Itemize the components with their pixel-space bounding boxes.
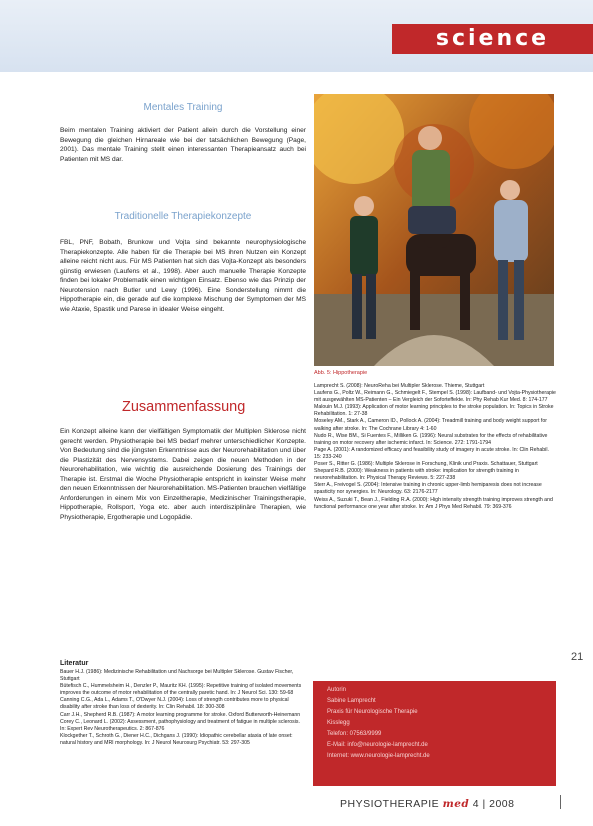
text-mental-training: Beim mentalen Training aktiviert der Patient allein durch die Vorstellung einer Bewegung die gleichen Hirnareale wie bei der tatsächlichen Bewegung (Page, 2001). Das mentale Training stellt einen interessanten Therapieansatz auch bei Patienten mit MS dar.: [60, 127, 306, 163]
heading-mental-training: Mentales Training: [143, 102, 223, 113]
author-line: Praxis für Neurologische Therapie: [327, 709, 418, 715]
heading-summary: Zusammenfassung: [122, 399, 246, 415]
footer-divider: [560, 795, 561, 809]
reference-entry: Carr J.H., Shepherd R.B. (1987): A motor learning programme for stroke. Oxford Butterworth-Heinemann: [60, 711, 301, 718]
author-line: Kisslegg: [327, 720, 350, 726]
reference-entry: Bauer H.J. (1986): Medizinische Rehabilitation und Nachsorge bei Multipler Sklerose. Gustav Fischer, Stuttgart: [60, 669, 294, 683]
photo-illustration: [314, 94, 554, 366]
reference-entry: Laufens G., Poltz W., Reimann G., Schmiegelt F., Stempel S. (1998): Laufband- und Vojta-Physiotherapie mit ausgewählten MS-Patienten – Ein Vergleich der Soforteffekte. In: Phy Rehab Kur Med. 8: 174-177: [314, 390, 556, 404]
footer-separator: |: [482, 798, 486, 810]
footer: [340, 798, 514, 810]
reference-entry: Klockgether T., Schroth G., Diener H.C., Dichgans J. (1990): Idiopathic cerebellar ataxia of late onset: natural history and MRI morphology. In: J Neurol Neurosurg Psychiatr. 53: 297-305: [60, 732, 293, 746]
reference-entry: Malouin M.J. (1993): Application of motor learning principles to the stroke population. In: Topics in Stroke Rehabilitation. 1: 27-38: [314, 404, 554, 418]
photo-caption: Abb. 5: Hippotherapie: [314, 370, 368, 376]
references-left: [60, 669, 306, 747]
reference-entry: Lamprecht S. (2008): NeuroReha bei Multipler Sklerose. Thieme, Stuttgart: [314, 383, 485, 389]
author-line: Autorin: [327, 687, 347, 693]
reference-entry: Sterr A., Freivogel S. (2004): Intensive training in chronic upper-limb hemiparesis does not increase spasticity nor synergies. In: Neurology. 63: 2176-2177: [314, 482, 542, 496]
footer-magazine: PHYSIOTHERAPIE: [340, 798, 440, 810]
text-traditional-concepts: FBL, PNF, Bobath, Brunkow und Vojta sind bekannte neurophysiologische Therapiekonzepte. Alle haben für die Therapie bei MS ihren Nutzen ein Konzept alleine reicht nicht aus. Für MS Patienten hat sich das Vojta-Konzept als besonders günstig erwiesen (Laufens et al., 1998). Aber auch manuelle Therapie Konzepte finden bei lokaler Problematik einen wichtigen Einsatz. Ebenso wie das Prinzip der Neurotension nach Butler und Lewy (1996). Eine Sonderstellung nimmt die Hippotherapie ein, die gerade auf die komplexe Mischung der Symptomen der MS wie Ataxie, Spastik und Parese in idealer Weise eingeht.: [60, 239, 306, 313]
author-line: Sabine Lamprecht: [327, 698, 376, 704]
section-label: science: [392, 24, 593, 54]
reference-entry: Canning C.G., Ada L., Adams T., O'Dwyer N.J. (2004): Loss of strength contributes more to physical disability after stroke than loss of dexterity. In: Clin Rehabil. 18: 300-308: [60, 697, 289, 711]
reference-entry: Corey C., Leonard L. (2002): Assessment, pathophysiology and treatment of fatigue in multiple sclerosis. In: Expert Rev Neurotherapeutics. 2: 867-876: [60, 718, 300, 732]
author-line: Telefon: 07563/9999: [327, 731, 382, 737]
reference-entry: Shepard R.B. (2000): Weakness in patients with stroke: implication for strength training in neurorehabilitation. In: Physical Therapy Reviews. 5: 227-238: [314, 468, 519, 482]
footer-brand-logo: med: [442, 798, 470, 810]
text-summary: Ein Konzept alleine kann der vielfältigen Symptomatik der Multiplen Sklerose nicht gerecht werden. Physiotherapie bei MS bedarf mehrer unterschiedlicher Konzepte. Von Bedeutung sind die jüngsten Erkenntnisse aus der Neurorehabilitation und über die Plastizität des Nervensystems. Dabei zeigen die neuen Methoden in der Neurorehabilitation, wie wichtig die ausreichende Dosierung des Trainings der Therapie ist. Erstmal die Woche Physiotherapie entspricht in keinster Weise mehr den neuen Erkenntnissen der Neurorehabilitation. MS-Patienten brauchen vielfältige Anforderungen in einem Mix von Einzeltherapie, Medizinischer Trainingstherapie, Hippotherapie, Rollsport, Yoga etc. aber auch interdisziplinäre Therapien, wie Physiotherapie, Ergotherapie und Logopädie.: [60, 428, 306, 521]
author-box: [313, 681, 556, 786]
author-line: Internet: www.neurologie-lamprecht.de: [327, 753, 430, 759]
reference-entry: Page A. (2001): A randomized efficacy and feasibility study of imagery in acute stroke. In: Clin Rehabil. 15: 233-240: [314, 446, 549, 460]
footer-year: 2008: [489, 798, 515, 810]
reference-entry: Weiss A., Suzuki T., Bean J., Fielding R.A. (2000): High intensity strength training improves strength and functional performance one year after stroke. In: Am J Phys Med Rehabil. 79: 369-376: [314, 496, 553, 510]
photo-hippotherapy: [314, 94, 554, 366]
references-right: [314, 383, 556, 511]
reference-entry: Bütefisch C., Hummelsheim H., Denzler P., Mauritz KH. (1995): Repetitive training of isolated movements improves the outcome of motor rehabilitation of the centrally paretic hand. In: J Neurol Sci. 130: 59-68: [60, 683, 302, 697]
reference-entry: Poser S., Ritter G. (1986): Multiple Sklerose in Forschung, Klinik und Praxis. Schattauer, Stuttgart: [314, 461, 538, 468]
heading-traditional-concepts: Traditionelle Therapiekonzepte: [114, 211, 252, 222]
reference-entry: Moseley AM., Stark A., Cameron ID., Pollock A. (2004): Treadmill training and body weight support for walking after stroke. In: The Cochrane Library 4: 1-60: [314, 418, 547, 432]
author-line: E-Mail: info@neurologie-lamprecht.de: [327, 742, 428, 748]
page-number: 21: [571, 651, 584, 663]
heading-literature: Literatur: [60, 660, 89, 667]
footer-issue: 4: [472, 798, 480, 810]
reference-entry: Nudo R., Wise BM., Si Fuentes F., Milliken G. (1996): Neural substrates for the effects of rehabilitative training on motor recovery after ischemic infarct. In: Science. 272: 1791-1794: [314, 432, 548, 446]
